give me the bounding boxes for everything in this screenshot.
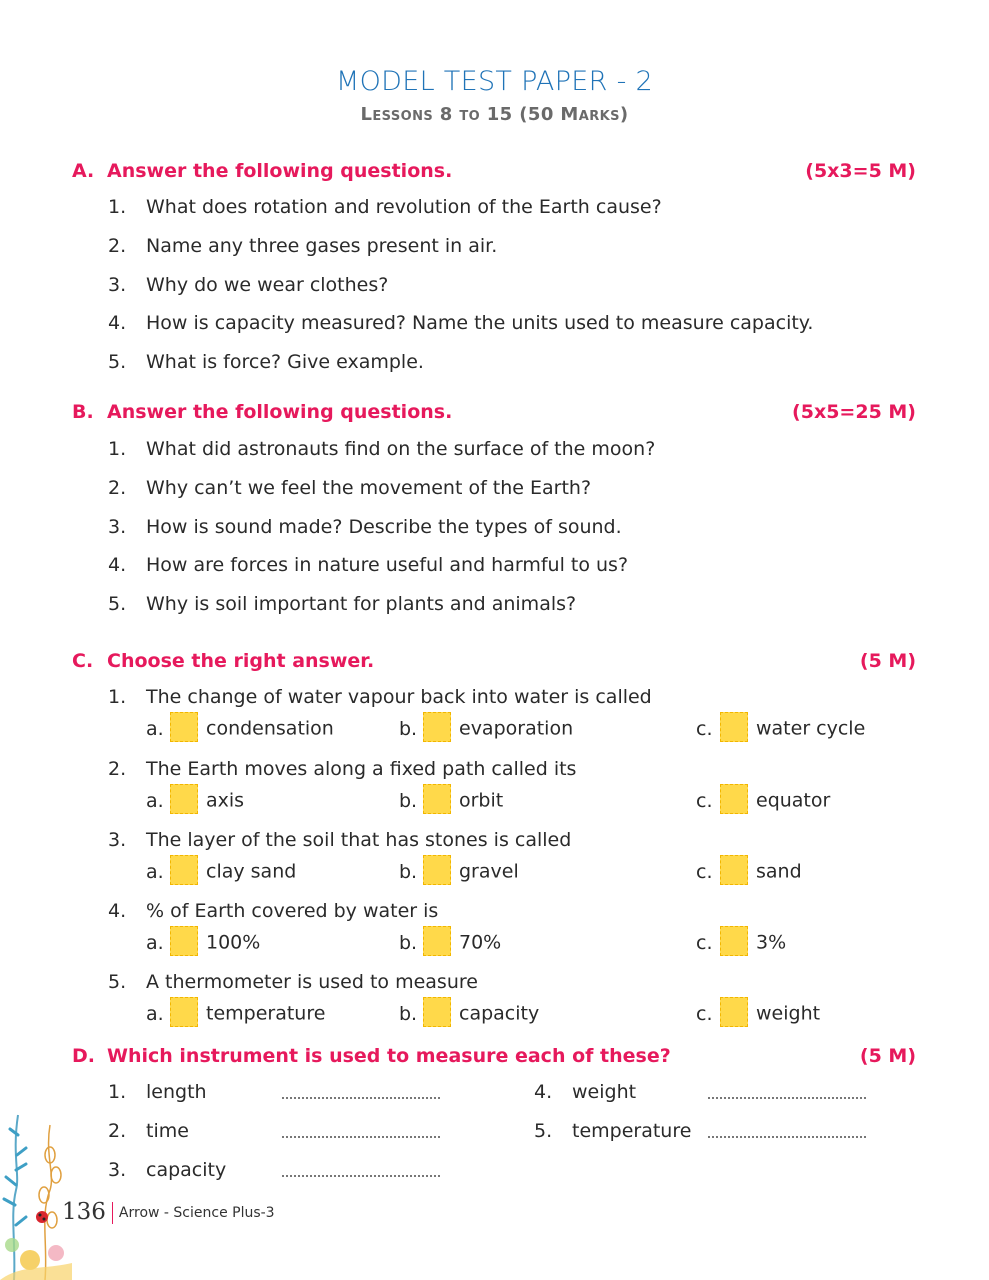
question-text: How are forces in nature useful and harmful to us?: [146, 554, 629, 576]
option-b[interactable]: [399, 999, 539, 1029]
option-label: b.: [399, 1002, 418, 1025]
page-footer: [62, 1199, 275, 1225]
section-c-heading: [72, 650, 916, 676]
answer-checkbox[interactable]: [720, 997, 748, 1027]
option-a[interactable]: [146, 714, 334, 744]
option-text: 70%: [459, 931, 502, 954]
answer-checkbox[interactable]: [423, 926, 451, 956]
question-number: 3.: [108, 274, 127, 296]
answer-checkbox[interactable]: [170, 926, 198, 956]
question-a3: [108, 274, 388, 296]
question-c3: [108, 829, 571, 851]
item-text: weight: [572, 1081, 637, 1103]
option-text: 100%: [206, 931, 261, 954]
question-c2: [108, 758, 576, 780]
option-label: b.: [399, 931, 418, 954]
question-b3: [108, 516, 622, 538]
question-number: 1.: [108, 438, 127, 460]
answer-checkbox[interactable]: [423, 997, 451, 1027]
answer-checkbox[interactable]: [720, 712, 748, 742]
question-number: 1.: [108, 686, 127, 708]
answer-checkbox[interactable]: [170, 855, 198, 885]
section-title: Answer the following questions.: [107, 160, 453, 182]
answer-blank[interactable]: [282, 1135, 440, 1138]
question-text: What is force? Give example.: [146, 351, 424, 373]
section-letter: B.: [72, 401, 94, 423]
question-text: The change of water vapour back into water is called: [146, 686, 652, 708]
question-text: The layer of the soil that has stones is called: [146, 829, 572, 851]
section-marks: (5x5=25 M): [792, 401, 916, 423]
section-marks: (5 M): [859, 1045, 916, 1067]
option-label: a.: [146, 789, 164, 812]
option-text: axis: [206, 789, 245, 812]
answer-checkbox[interactable]: [170, 712, 198, 742]
option-label: a.: [146, 1002, 164, 1025]
question-number: 4.: [108, 900, 127, 922]
option-c[interactable]: [696, 786, 830, 816]
question-text: How is sound made? Describe the types of sound.: [146, 516, 622, 538]
section-title: Which instrument is used to measure each of these?: [107, 1045, 671, 1067]
section-a-heading: [72, 160, 916, 186]
question-a2: [108, 235, 497, 257]
floral-decoration: [0, 1095, 72, 1280]
answer-checkbox[interactable]: [720, 855, 748, 885]
answer-checkbox[interactable]: [170, 997, 198, 1027]
question-number: 5.: [108, 593, 127, 615]
item-text: temperature: [572, 1120, 692, 1142]
option-text: gravel: [459, 860, 519, 883]
answer-blank[interactable]: [708, 1096, 866, 1099]
answer-checkbox[interactable]: [423, 855, 451, 885]
option-label: c.: [696, 717, 713, 740]
option-label: b.: [399, 789, 418, 812]
section-b-heading: [72, 401, 916, 427]
question-number: 3.: [108, 829, 127, 851]
page-number: 136: [62, 1199, 106, 1225]
item-number: 4.: [534, 1081, 553, 1103]
section-title: Choose the right answer.: [107, 650, 375, 672]
section-letter: C.: [72, 650, 94, 672]
question-a5: [108, 351, 424, 373]
answer-blank[interactable]: [708, 1135, 866, 1138]
question-b5: [108, 593, 576, 615]
item-text: capacity: [146, 1159, 227, 1181]
option-label: c.: [696, 1002, 713, 1025]
question-number: 5.: [108, 351, 127, 373]
item-number: 1.: [108, 1081, 127, 1103]
answer-checkbox[interactable]: [720, 926, 748, 956]
option-text: clay sand: [206, 860, 297, 883]
option-a[interactable]: [146, 999, 325, 1029]
item-text: length: [146, 1081, 207, 1103]
fill-item-2: [108, 1120, 189, 1142]
fill-item-5: [534, 1120, 691, 1142]
section-d-heading: [72, 1045, 916, 1071]
answer-blank[interactable]: [282, 1174, 440, 1177]
item-number: 3.: [108, 1159, 127, 1181]
question-b4: [108, 554, 628, 576]
option-label: c.: [696, 789, 713, 812]
answer-checkbox[interactable]: [170, 784, 198, 814]
option-label: c.: [696, 860, 713, 883]
option-label: a.: [146, 931, 164, 954]
question-c1: [108, 686, 652, 708]
question-text: How is capacity measured? Name the units used to measure capacity.: [146, 312, 814, 334]
question-text: The Earth moves along a fixed path called its: [146, 758, 577, 780]
question-text: What does rotation and revolution of the Earth cause?: [146, 196, 662, 218]
fill-item-3: [108, 1159, 226, 1181]
question-text: What did astronauts find on the surface of the moon?: [146, 438, 656, 460]
option-text: condensation: [206, 717, 334, 740]
section-letter: A.: [72, 160, 95, 182]
book-title: Arrow - Science Plus-3: [118, 1205, 275, 1221]
question-number: 4.: [108, 554, 127, 576]
fill-item-1: [108, 1081, 207, 1103]
option-b[interactable]: [399, 928, 501, 958]
option-text: evaporation: [459, 717, 574, 740]
question-text: Why do we wear clothes?: [146, 274, 389, 296]
option-label: a.: [146, 717, 164, 740]
footer-divider: [112, 1202, 113, 1224]
option-a[interactable]: [146, 857, 296, 887]
question-c5: [108, 971, 478, 993]
option-text: water cycle: [756, 717, 866, 740]
option-label: a.: [146, 860, 164, 883]
question-a4: [108, 312, 813, 334]
section-title: Answer the following questions.: [107, 401, 453, 423]
question-a1: [108, 196, 662, 218]
item-number: 5.: [534, 1120, 553, 1142]
question-text: % of Earth covered by water is: [146, 900, 439, 922]
answer-checkbox[interactable]: [423, 784, 451, 814]
option-label: b.: [399, 717, 418, 740]
answer-checkbox[interactable]: [720, 784, 748, 814]
question-text: Why can’t we feel the movement of the Earth?: [146, 477, 592, 499]
page-title: MODEL TEST PAPER - 2: [335, 66, 653, 97]
question-text: A thermometer is used to measure: [146, 971, 478, 993]
answer-checkbox[interactable]: [423, 712, 451, 742]
option-b[interactable]: [399, 786, 503, 816]
fill-item-4: [534, 1081, 636, 1103]
option-text: weight: [756, 1002, 821, 1025]
option-label: b.: [399, 860, 418, 883]
question-text: Name any three gases present in air.: [146, 235, 498, 257]
section-marks: (5 M): [859, 650, 916, 672]
question-number: 2.: [108, 477, 127, 499]
option-b[interactable]: [399, 714, 573, 744]
question-text: Why is soil important for plants and animals?: [146, 593, 577, 615]
option-text: orbit: [459, 789, 504, 812]
question-number: 4.: [108, 312, 127, 334]
question-number: 5.: [108, 971, 127, 993]
question-b2: [108, 477, 591, 499]
option-c[interactable]: [696, 857, 802, 887]
option-label: c.: [696, 931, 713, 954]
option-c[interactable]: [696, 999, 820, 1029]
option-text: sand: [756, 860, 802, 883]
option-text: capacity: [459, 1002, 540, 1025]
question-b1: [108, 438, 655, 460]
option-text: 3%: [756, 931, 787, 954]
question-number: 2.: [108, 235, 127, 257]
option-text: equator: [756, 789, 831, 812]
option-a[interactable]: [146, 928, 260, 958]
question-number: 1.: [108, 196, 127, 218]
page-subtitle: Lessons 8 to 15 (50 Marks): [360, 104, 629, 125]
question-c4: [108, 900, 438, 922]
section-letter: D.: [72, 1045, 95, 1067]
option-c[interactable]: [696, 928, 786, 958]
section-marks: (5x3=5 M): [805, 160, 916, 182]
option-b[interactable]: [399, 857, 519, 887]
option-text: temperature: [206, 1002, 326, 1025]
answer-blank[interactable]: [282, 1096, 440, 1099]
option-a[interactable]: [146, 786, 244, 816]
option-c[interactable]: [696, 714, 865, 744]
question-number: 3.: [108, 516, 127, 538]
question-number: 2.: [108, 758, 127, 780]
item-text: time: [146, 1120, 189, 1142]
item-number: 2.: [108, 1120, 127, 1142]
